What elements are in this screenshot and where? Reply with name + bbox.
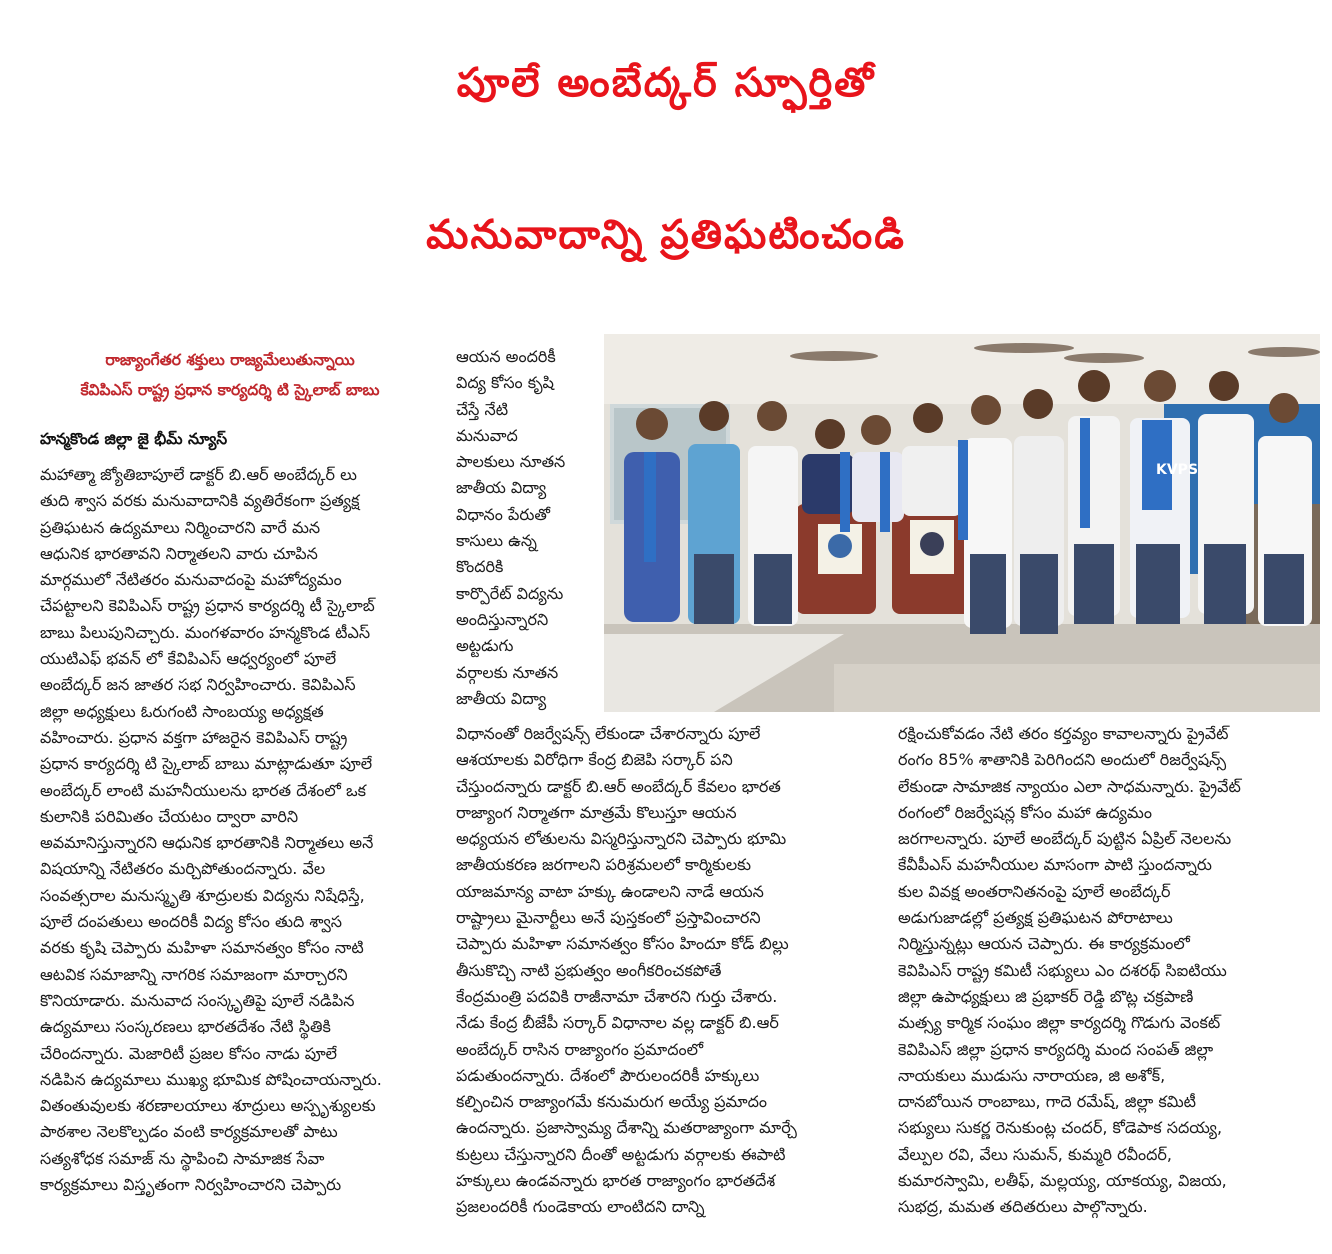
column-3-line: సుభద్ర, మమత తదితరులు పాల్గొన్నారు. xyxy=(898,1197,1148,1217)
column-2-bottom-line: తీసుకొచ్చి నాటి ప్రభుత్వం అంగీకరించకపోతే xyxy=(456,960,722,980)
column-1-line: ప్రధాన కార్యదర్శి టి స్కైలాబ్ బాబు మాట్లాడుతూ పూలే xyxy=(40,754,373,774)
column-2-bottom-line: చెప్పారు మహిళా సమానత్వం కోసం హిందూ కోడ్ బిల్లు xyxy=(456,934,789,954)
dateline: హన్మకొండ జిల్లా జై భీమ్ న్యూస్ xyxy=(40,430,228,448)
column-2-top-line: చేస్తే నేటి xyxy=(456,399,509,419)
column-2-bottom-line: హక్కులు ఉండవన్నారు భారత రాజ్యాంగం భారతదేశ xyxy=(456,1171,776,1191)
column-1-line: ఆధునిక భారతావని నిర్మాతలని వారు చూపిన xyxy=(40,543,318,563)
column-1-line: కార్యక్రమాలు విస్తృతంగా నిర్వహించారని చెప్పారు xyxy=(40,1175,342,1195)
column-3-line: జిల్లా ఉపాధ్యక్షులు జి ప్రభాకర్ రెడ్డి బొట్ల చక్రపాణి xyxy=(898,986,1194,1006)
article-column-1 xyxy=(40,462,440,1198)
column-1-line: యుటిఎఫ్ భవన్ లో కేవిపిఎస్ ఆధ్వర్యంలో పూలే xyxy=(40,649,337,669)
column-3-line: లేకుండా సామాజిక న్యాయం ఎలా సాధమన్నారు. ప్రైవేట్ xyxy=(898,776,1241,796)
column-1-line: అవమానిస్తున్నారని ఆధునిక భారతానికి నిర్మాతలు అనే xyxy=(40,833,374,853)
column-3-line: రక్షించుకోవడం నేటి తరం కర్తవ్యం కావాలన్నారు ప్రైవేట్ xyxy=(898,724,1229,743)
event-photo xyxy=(604,334,1320,712)
column-3-line: కేవీపీఎస్ మహనీయుల మాసంగా పాటి స్తుందన్నారు xyxy=(898,855,1212,875)
column-2-top-line: వర్గాలకు నూతన xyxy=(456,662,559,682)
column-2-bottom-line: అంబేద్కర్ రాసిన రాజ్యాంగం ప్రమాదంలో xyxy=(456,1039,704,1059)
column-2-top-line: కార్పొరేట్ విద్యను xyxy=(456,583,564,603)
column-1-line: మహాత్మా జ్యోతిబాపూలే డాక్టర్ బి.ఆర్ అంబేద్కర్ లు xyxy=(40,465,357,484)
column-2-bottom-line: చేస్తుందన్నారు డాక్టర్ బి.ఆర్ అంబేద్కర్ కేవలం భారత xyxy=(456,776,781,796)
column-2-bottom-line: నేడు కేంద్ర బీజేపీ సర్కార్ విధానాల వల్ల డాక్టర్ బి.ఆర్ xyxy=(456,1013,779,1033)
article-column-2-top xyxy=(456,344,596,712)
column-3-line: కుల వివక్ష అంతరానితనంపై పూలే అంబేద్కర్ xyxy=(898,881,1171,901)
column-1-line: సత్యశోధక సమాజ్ ను స్థాపించి సామాజిక సేవా xyxy=(40,1148,325,1168)
column-3-line: కెవిపిఎస్ రాష్ట్ర కమిటీ సభ్యులు ఎం దశరథ్ సిఐటియు xyxy=(898,960,1227,980)
column-3-line: రంగంలో రిజర్వేషన్ల కోసం మహా ఉద్యమం xyxy=(898,802,1152,822)
column-3-line: కుమారస్వామి, లతీఫ్, మల్లయ్య, యాకయ్య, విజయ, xyxy=(898,1171,1227,1191)
column-1-line: బాబు పిలుపునిచ్చారు. మంగళవారం హన్మకొండ టీఎస్ xyxy=(40,622,371,642)
column-3-line: రంగం 85% శాతానికి పెరిగిందని అందులో రిజర్వేషన్స్ xyxy=(898,750,1227,770)
column-1-line: ప్రతిఘటన ఉద్యమాలు నిర్మించారని వారే మన xyxy=(40,517,321,537)
scarf-banner-text: KVPS xyxy=(1156,462,1199,478)
column-3-line: దానబోయిన రాంబాబు, గాదె రమేష్, జిల్లా కమిటీ xyxy=(898,1092,1196,1112)
column-2-bottom-line: రాజ్యాంగ నిర్మాతగా మాత్రమే కొలుస్తూ ఆయన xyxy=(456,802,737,822)
column-1-line: చేపట్టాలని కెవిపిఎస్ రాష్ట్ర ప్రధాన కార్యదర్శి టీ స్కైలాబ్ xyxy=(40,596,375,616)
article-column-3 xyxy=(898,721,1314,1221)
column-1-line: సంవత్సరాల మనుస్మృతి శూద్రులకు విద్యను నిషేధిస్తే, xyxy=(40,885,365,905)
column-2-bottom-line: పడుతుందన్నారు. దేశంలో పౌరులందరికీ హక్కులు xyxy=(456,1065,760,1085)
column-2-bottom-line: కల్పించిన రాజ్యాంగమే కనుమరుగ అయ్యే ప్రమాదం xyxy=(456,1092,767,1112)
column-1-line: నడిపిన ఉద్యమాలు ముఖ్య భూమిక పోషించాయన్నారు. xyxy=(40,1069,382,1089)
column-2-top-line: అట్టడుగు xyxy=(456,636,514,656)
column-2-bottom-line: యాజమాన్య వాటా హక్కు ఉండాలని నాడే ఆయన xyxy=(456,881,764,901)
column-2-top-line: కొందరికి xyxy=(456,557,504,577)
column-2-bottom-line: జాతీయకరణ జరగాలని పరిశ్రమలలో కార్మికులకు xyxy=(456,855,752,875)
column-2-bottom-line: కేంద్రమంత్రి పదవికి రాజీనామా చేశారని గుర్తు చేశారు. xyxy=(456,986,778,1006)
column-1-line: అంబేద్కర్ జన జాతర సభ నిర్వహించారు. కెవిపిఎస్ xyxy=(40,675,356,695)
column-2-top-line: పాలకులు నూతన xyxy=(456,452,566,472)
column-1-line: వరకు కృషి చెప్పారు మహిళా సమానత్వం కోసం నాటి xyxy=(40,938,364,958)
column-1-line: పాఠశాల నెలకొల్పడం వంటి కార్యక్రమాలతో పాటు xyxy=(40,1122,338,1142)
column-1-line: ఆటవిక సమాజాన్ని నాగరిక సమాజంగా మార్చారని xyxy=(40,964,348,984)
column-1-line: ఉద్యమాలు సంస్కరణలు భారతదేశం నేటి స్థితికి xyxy=(40,1017,331,1037)
column-3-line: అడుగుజాడల్లో ప్రత్యక్ష ప్రతిఘటన పోరాటాలు xyxy=(898,908,1173,928)
column-3-line: మత్స్య కార్మిక సంఘం జిల్లా కార్యదర్శి గొడుగు వెంకట్ xyxy=(898,1013,1221,1033)
article-column-2-bottom xyxy=(456,721,866,1221)
column-2-bottom-line: రాష్ట్రాలు మైనార్టీలు అనే పుస్తకంలో ప్రస్తావించారని xyxy=(456,908,761,928)
column-1-line: కులానికి పరిమితం చేయటం ద్వారా వారిని xyxy=(40,806,299,826)
column-3-line: నిర్మిస్తున్నట్లు ఆయన చెప్పారు. ఈ కార్యక్రమంలో xyxy=(898,934,1190,954)
column-1-line: మార్గములో నేటితరం మనువాదంపై మహోద్యమం xyxy=(40,570,342,590)
column-2-top-line: మనువాద xyxy=(456,425,518,445)
headline-line-1: పూలే అంబేద్కర్ స్ఫూర్తితో xyxy=(456,60,876,106)
column-2-bottom-line: ఆశయాలకు విరోధిగా కేంద్ర బిజెపి సర్కార్ పని xyxy=(456,750,733,770)
column-2-bottom-line: కుట్రలు చేస్తున్నారని దీంతో అట్టడుగు వర్గాలకు ఈపాటి xyxy=(456,1144,786,1164)
column-2-top-line: అందిస్తున్నారని xyxy=(456,609,549,629)
column-3-line: వేల్పుల రవి, వేలు సుమన్, కుమ్మరి రవీందర్, xyxy=(898,1144,1172,1164)
column-2-bottom-line: ప్రజలందరికీ గుండెకాయ లాంటిదని దాన్ని xyxy=(456,1197,705,1217)
column-1-line: అంబేద్కర్ లాంటి మహనీయులను భారత దేశంలో ఒక xyxy=(40,780,367,800)
column-2-top-line: విధానం పేరుతో xyxy=(456,504,550,524)
column-2-top-line: ఆయన అందరికీ xyxy=(456,347,556,366)
column-2-bottom-line: విధానంతో రిజర్వేషన్స్ లేకుండా చేశారన్నారు పూలే xyxy=(456,724,761,743)
column-1-line: తుది శ్వాస వరకు మనువాదానికి వ్యతిరేకంగా ప్రత్యక్ష xyxy=(40,491,360,511)
column-3-line: జరగాలన్నారు. పూలే అంబేద్కర్ పుట్టిన ఏప్రిల్ నెలలను xyxy=(898,829,1232,849)
column-2-bottom-line: ఉందన్నారు. ప్రజాస్వామ్య దేశాన్ని మతరాజ్యాంగా మార్చే xyxy=(456,1118,797,1138)
column-1-line: వితంతువులకు శరణాలయాలు శూద్రులు అస్పృశ్యులకు xyxy=(40,1096,376,1116)
subheadline-line-1: రాజ్యాంగేతర శక్తులు రాజ్యమేలుతున్నాయి xyxy=(105,351,355,369)
column-1-line: పూలే దంపతులు అందరికీ విద్య కోసం తుది శ్వాస xyxy=(40,912,343,932)
column-1-line: కొనియాడారు. మనువాద సంస్కృతిపై పూలే నడిపిన xyxy=(40,990,355,1010)
column-2-top-line: జాతీయ విద్యా xyxy=(456,478,547,498)
column-3-line: కెవిపిఎస్ జిల్లా ప్రధాన కార్యదర్శి మంద సంపత్ జిల్లా xyxy=(898,1039,1214,1059)
column-3-line: నాయకులు ముడుసు నారాయణ, జి అశోక్, xyxy=(898,1065,1166,1085)
column-1-line: విషయాన్ని నేటితరం మర్చిపోతుందన్నారు. వేల xyxy=(40,859,326,879)
column-2-top-line: జాతీయ విద్యా xyxy=(456,688,547,708)
column-1-line: వహించారు. ప్రధాన వక్తగా హాజరైన కెవిపిఎస్ రాష్ట్ర xyxy=(40,727,348,747)
column-2-top-line: కాసులు ఉన్న xyxy=(456,531,537,551)
headline-line-2: మనువాదాన్ని ప్రతిఘటించండి xyxy=(426,212,906,258)
column-3-line: సభ్యులు సుకర్ణ రెనుకుంట్ల చందర్, కోడెపాక సదయ్య, xyxy=(898,1118,1223,1138)
column-1-line: జిల్లా అధ్యక్షులు ఓరుగంటి సాంబయ్య అధ్యక్షత xyxy=(40,701,324,721)
column-1-line: చేరిందన్నారు. మెజారిటీ ప్రజల కోసం నాడు పూలే xyxy=(40,1043,337,1063)
column-2-bottom-line: అధ్యయన లోతులను విస్మరిస్తున్నారని చెప్పారు భూమి xyxy=(456,829,787,849)
subheadline-line-2: కేవిపిఎస్ రాష్ట్ర ప్రధాన కార్యదర్శి టి స్కైలాబ్ బాబు xyxy=(80,381,380,399)
column-2-top-line: విద్య కోసం కృషి xyxy=(456,373,554,393)
